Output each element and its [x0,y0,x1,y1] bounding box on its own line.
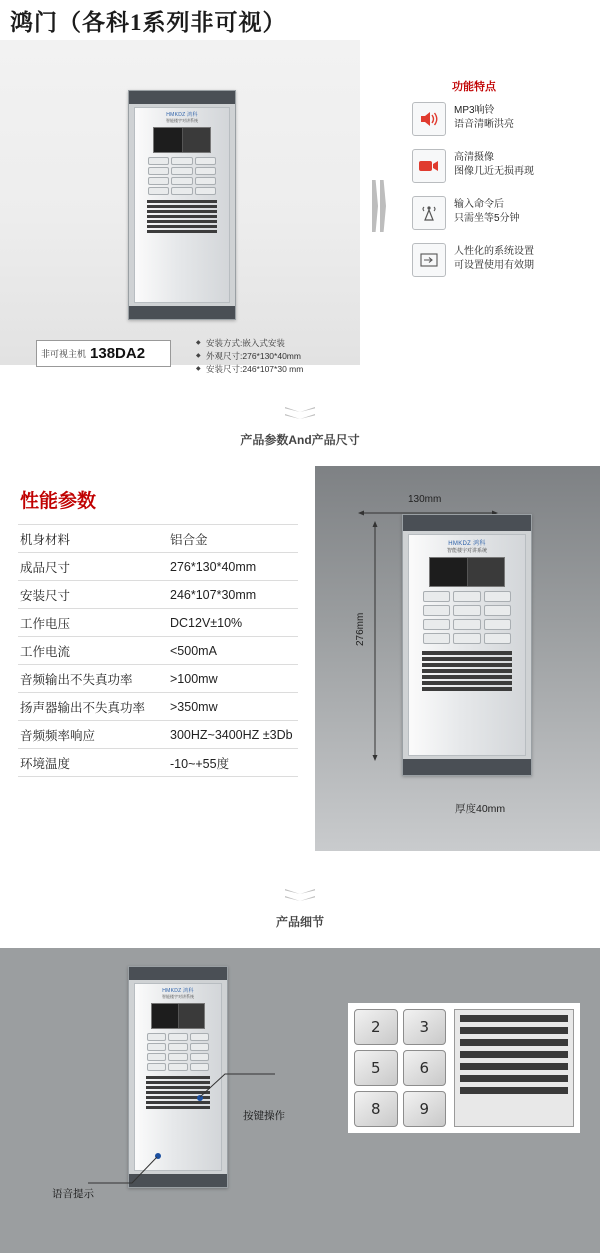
install-spec-list [196,337,303,376]
spec-key: 工作电压 [18,609,168,637]
table-row [18,553,298,581]
list-item: ◆ 安装尺寸:246*107*30 mm [196,363,303,376]
spec-value: -10~+55度 [168,749,298,777]
speaker-icon [412,102,446,136]
device-keypad [423,591,511,644]
specs-section [0,466,600,851]
spec-key: 工作电流 [18,637,168,665]
dimension-width-label: 130mm [408,494,442,505]
list-item [412,196,592,230]
macro-key: 5 [354,1050,398,1086]
spec-key: 音频输出不失真功率 [18,665,168,693]
device-display [429,557,506,587]
dimension-thickness-label: 厚度40mm [455,803,506,815]
callout-label-voice: 语音提示 [52,1188,94,1200]
table-row [18,749,298,777]
device-speaker-grille [147,200,217,233]
macro-key: 3 [403,1009,447,1045]
spec-value: 276*130*40mm [168,553,298,581]
page-header [0,0,600,40]
table-row [18,693,298,721]
list-item [412,149,592,183]
features-list [412,102,592,290]
macro-key: 6 [403,1050,447,1086]
settings-icon [412,243,446,277]
feature-line2: 图像几近无损再现 [454,166,534,177]
divider-two [0,889,600,930]
table-row [18,525,298,553]
page-title: 鸿门（各科1系列非可视） [10,10,287,35]
device-bottom-cap [129,306,235,319]
device-sub-label: 智能楼宇对讲系统 [446,548,487,554]
list-item [412,102,592,136]
overview-section [0,40,600,374]
model-type-label: 非可视主机 [41,349,87,359]
feature-text [454,243,534,273]
device-brand-label: HMKDZ 鸿科 [166,112,198,118]
arrow-right-icon [372,175,394,237]
spec-value: <500mA [168,637,298,665]
device-top-cap [403,515,531,531]
feature-line1: MP3响铃 [454,105,495,116]
macro-key: 9 [403,1091,447,1127]
spec-key: 环境温度 [18,749,168,777]
macro-speaker-grille [454,1009,574,1127]
feature-text [454,149,534,179]
device-brand-label: HMKDZ 鸿科 [162,988,194,994]
signal-icon [412,196,446,230]
camera-icon [412,149,446,183]
feature-line2: 语音清晰洪亮 [454,119,514,130]
spec-value: >350mw [168,693,298,721]
feature-text [454,102,514,132]
device-faceplate [134,107,230,303]
table-row [18,609,298,637]
device-speaker-grille [422,651,512,691]
device-sub-label: 智能楼宇对讲系统 [166,118,198,123]
spec-value: DC12V±10% [168,609,298,637]
spec-key: 音频频率响应 [18,721,168,749]
dimension-height-label: 276mm [355,612,366,646]
macro-keypad [354,1009,446,1127]
divider-one [0,407,600,448]
device-brand-label: HMKDZ 鸿科 [448,541,486,547]
chevron-down-icon [285,407,315,421]
spec-value: 246*107*30mm [168,581,298,609]
list-item: ◆ 外观尺寸:276*130*40mm [196,350,303,363]
details-section [0,948,600,1253]
feature-line1: 高清摄像 [454,152,494,163]
product-device-dimension [402,514,532,776]
table-row [18,721,298,749]
list-item [412,243,592,277]
callout-line-keys [197,1068,277,1100]
device-display [153,127,211,153]
spec-key: 扬声器输出不失真功率 [18,693,168,721]
feature-line1: 输入命令后 [454,199,504,210]
list-item: ◆ 安装方式:嵌入式安装 [196,337,303,350]
chevron-down-icon [285,889,315,903]
device-keypad [148,157,216,195]
spec-key: 安装尺寸 [18,581,168,609]
spec-key: 成品尺寸 [18,553,168,581]
feature-line1: 人性化的系统设置 [454,246,534,257]
model-number-label: 138DA2 [90,345,146,362]
device-top-cap [129,967,227,980]
callout-line-voice [88,1153,160,1189]
specs-table [18,524,298,777]
device-display [151,1003,204,1029]
dimension-height-arrow [372,521,378,761]
device-top-cap [129,91,235,104]
feature-line2: 可设置使用有效期 [454,260,534,271]
device-bottom-cap [403,759,531,775]
macro-key: 2 [354,1009,398,1045]
spec-value: >100mw [168,665,298,693]
divider-two-title: 产品细节 [275,915,324,929]
table-row [18,665,298,693]
specs-title: 性能参数 [20,491,97,512]
device-sub-label: 智能楼宇对讲系统 [162,994,194,999]
spec-key: 机身材料 [18,525,168,553]
table-row [18,581,298,609]
detail-macro-photo [348,1003,580,1133]
feature-text [454,196,520,226]
features-title: 功能特点 [452,81,496,93]
product-device-front [128,90,236,320]
spec-value: 铝合金 [168,525,298,553]
device-keypad [147,1033,209,1071]
callout-label-keys: 按键操作 [243,1110,285,1122]
divider-one-title: 产品参数And产品尺寸 [240,433,360,447]
feature-line2: 只需坐等5分钟 [454,213,520,224]
model-label-box [36,340,171,367]
macro-key: 8 [354,1091,398,1127]
table-row [18,637,298,665]
device-faceplate [408,534,526,756]
spec-value: 300HZ~3400HZ ±3Db [168,721,298,749]
